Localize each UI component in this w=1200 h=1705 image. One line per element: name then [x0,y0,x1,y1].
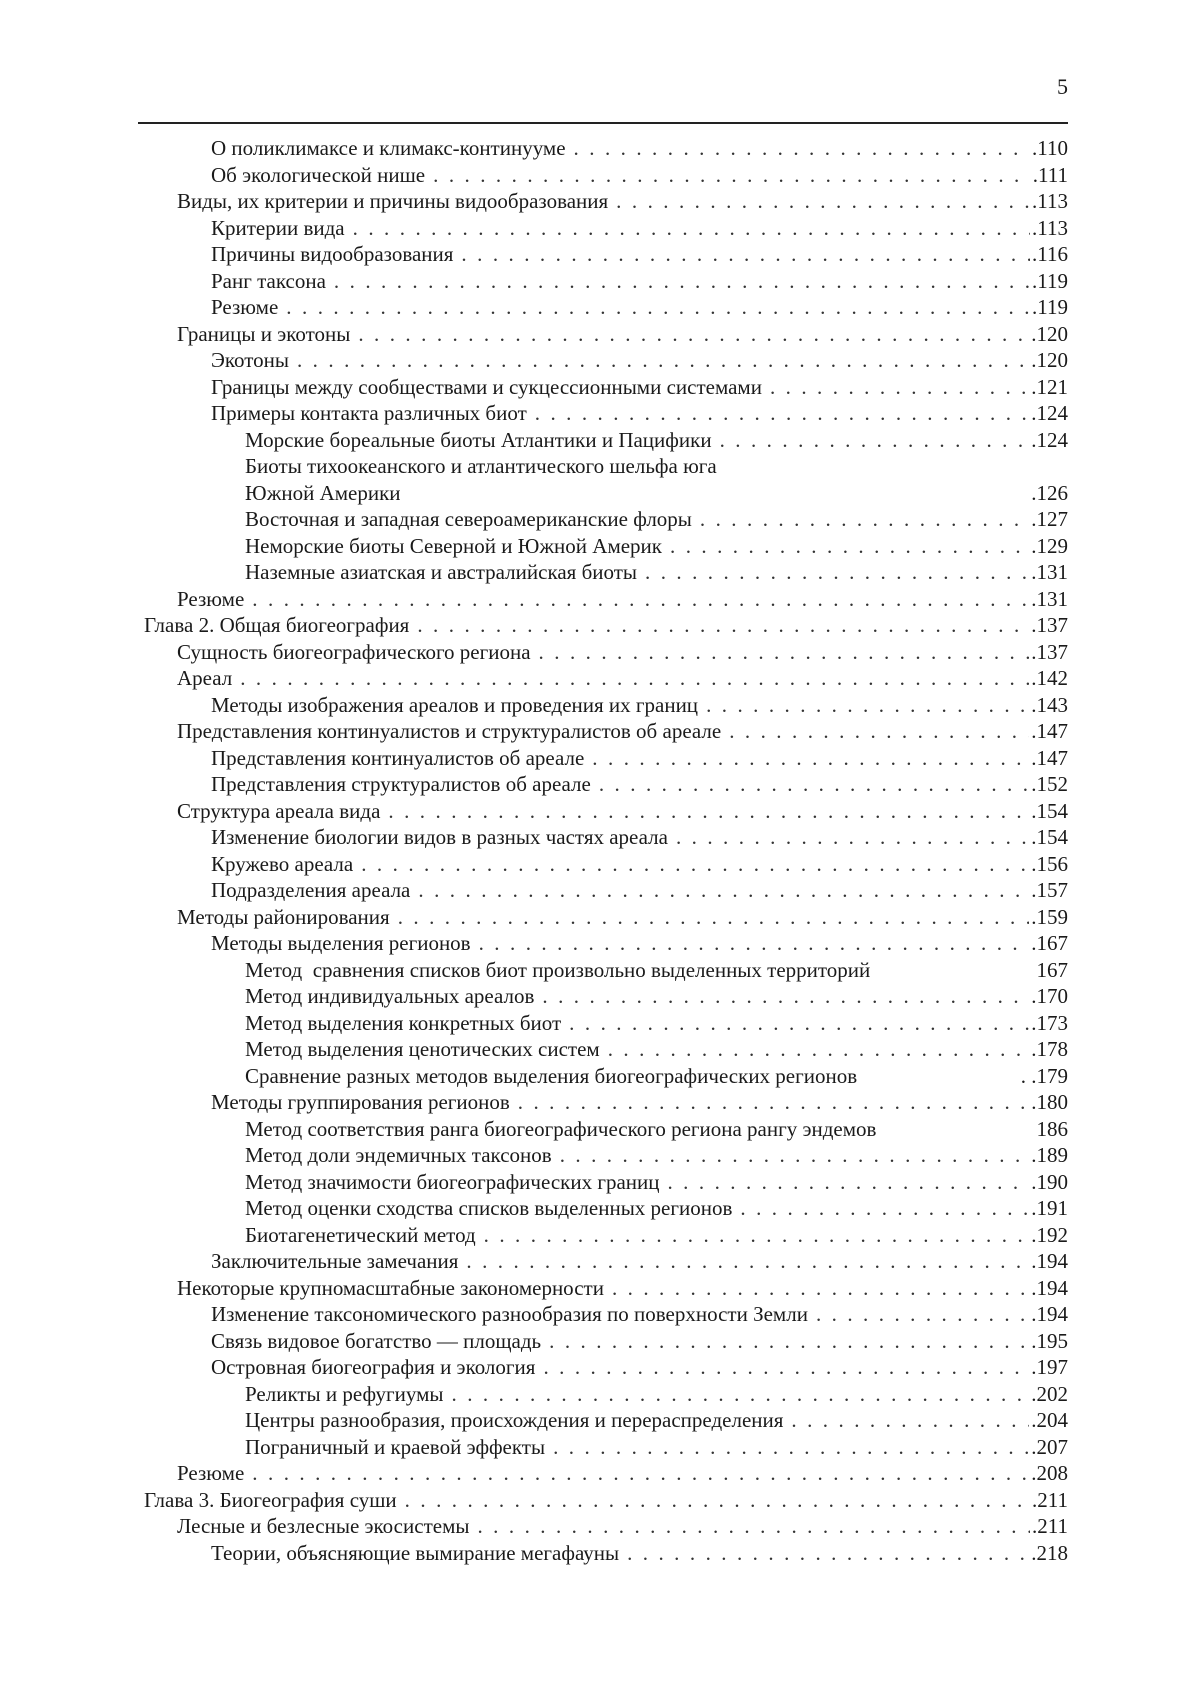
toc-dot-leader [286,294,1030,321]
toc-entry [138,135,1068,162]
toc-entry-title: Изменение таксономического разнообразия по поверхности Земли [211,1302,808,1326]
toc-dot-leader [477,1513,1030,1540]
toc-entry-title: Методы выделения регионов [211,931,471,955]
toc-entry-title: Метод доли эндемичных таксонов [245,1143,552,1167]
toc-dot-leader [398,904,1030,931]
toc-entry-title: Глава 2. Общая биогеография [144,613,410,637]
toc-dot-leader [549,1328,1029,1355]
toc-entry-title: Островная биогеография и экология [211,1355,536,1379]
toc-entry-page: .207 [1031,1434,1068,1459]
toc-entry-page: .120 [1031,348,1068,372]
toc-dot-leader [452,1381,1030,1408]
table-of-contents [138,135,1068,1566]
toc-entry-page: .111 [1032,162,1068,187]
toc-dot-leader [353,215,1030,242]
toc-dot-leader [433,162,1031,189]
toc-dot-leader [612,1275,1029,1302]
toc-dot-leader [569,1010,1029,1037]
toc-entry-title: О поликлимаксе и климакс-континууме [211,136,566,160]
toc-entry [138,665,1068,692]
toc-dot-leader [334,268,1030,295]
toc-entry-title: Метод выделения ценотических систем [245,1037,600,1061]
toc-dot-leader [608,1036,1030,1063]
toc-entry-page: .120 [1031,321,1068,346]
toc-entry [138,559,1068,586]
toc-entry-page: .156 [1031,851,1068,876]
toc-entry-title: Ареал [177,666,233,690]
toc-entry-page: .180 [1031,1090,1068,1114]
toc-entry [138,215,1068,242]
toc-entry-page: .121 [1031,374,1068,399]
toc-entry [138,745,1068,772]
toc-entry-page: .211 [1032,1514,1068,1538]
toc-entry-title: Метод индивидуальных ареалов [245,984,535,1008]
toc-entry-title: Пограничный и краевой эффекты [245,1434,546,1459]
toc-entry-title: Критерии вида [211,215,345,240]
toc-dot-leader [252,1460,1029,1487]
toc-entry-page: . .179 [1020,1063,1068,1088]
toc-entry [138,241,1068,268]
toc-entry-title: Структура ареала вида [177,798,381,823]
toc-dot-leader [417,612,1029,639]
toc-entry [138,374,1068,401]
toc-entry [138,1275,1068,1302]
toc-entry-page: .113 [1032,189,1068,213]
toc-entry [138,771,1068,798]
toc-entry-page: .147 [1031,719,1068,743]
toc-entry-page: .119 [1032,268,1068,293]
toc-entry-page: .124 [1031,427,1068,452]
toc-entry [138,1487,1068,1514]
toc-entry-page: .167 [1031,931,1068,955]
toc-entry-page: .189 [1031,1143,1068,1167]
toc-entry [138,798,1068,825]
toc-entry-title: Представления структуралистов об ареале [211,772,591,796]
toc-entry [138,1222,1068,1249]
toc-entry-title: Метод выделения конкретных биот [245,1010,562,1035]
toc-entry [138,877,1068,904]
toc-entry-page: .173 [1031,1010,1068,1035]
toc-entry-title: Неморские биоты Северной и Южной Америк [245,533,662,558]
toc-entry-title: Метод оценки сходства списков выделенных регионов [245,1196,733,1220]
toc-entry [138,904,1068,931]
toc-entry-title: Сравнение разных методов выделения биогеографических регионов [245,1063,858,1088]
toc-entry-page: .157 [1031,878,1068,902]
toc-entry [138,718,1068,745]
toc-entry [138,1460,1068,1487]
toc-entry [138,1248,1068,1275]
toc-entry-title: Теории, объясняющие вымирание мегафауны [211,1540,620,1565]
toc-entry-page: .208 [1031,1461,1068,1485]
toc-dot-leader [645,559,1029,586]
toc-entry-page: 167 [1036,957,1068,982]
toc-entry-title: Резюме [177,586,245,611]
toc-entry [138,1354,1068,1381]
toc-entry-page: .211 [1032,1487,1068,1512]
toc-entry-page: .218 [1031,1540,1068,1565]
toc-dot-leader [627,1540,1029,1567]
toc-entry-page: .194 [1031,1275,1068,1300]
toc-dot-leader [667,1169,1029,1196]
toc-dot-leader [466,1248,1029,1275]
toc-entry-page: .192 [1031,1222,1068,1247]
toc-dot-leader [740,1195,1029,1222]
toc-entry-page: .147 [1031,745,1068,770]
toc-entry [138,824,1068,851]
toc-entry-page: .137 [1031,613,1068,637]
toc-entry-page: .129 [1031,533,1068,558]
toc-dot-leader [770,374,1029,401]
toc-entry-title: Границы между сообществами и сукцессионными системами [211,374,762,399]
toc-entry [138,1142,1068,1169]
toc-entry [138,321,1068,348]
toc-entry [138,692,1068,719]
toc-entry-title: Границы и экотоны [177,321,351,346]
toc-entry-title: Представления континуалистов об ареале [211,745,585,770]
toc-entry-page: .170 [1031,984,1068,1008]
toc-dot-leader [574,135,1030,162]
toc-dot-leader [461,241,1030,268]
toc-dot-leader [791,1407,1029,1434]
toc-entry-page: .202 [1031,1381,1068,1406]
toc-entry-title: Сущность биогеографического региона [177,639,531,664]
toc-entry-title: Представления континуалистов и структуралистов об ареале [177,719,722,743]
toc-entry [138,1381,1068,1408]
toc-entry-title: Реликты и рефугиумы [245,1381,444,1406]
toc-dot-leader [484,1222,1030,1249]
toc-entry [138,586,1068,613]
toc-entry [138,268,1068,295]
toc-entry-title: Заключительные замечания [211,1249,459,1273]
toc-entry-title: Связь видовое богатство — площадь [211,1328,542,1353]
toc-entry-title: Морские бореальные биоты Атлантики и Пацифики [245,427,712,452]
toc-entry-title: Ранг таксона [211,268,326,293]
toc-dot-leader [358,321,1029,348]
toc-dot-leader [676,824,1029,851]
toc-entry [138,1407,1068,1434]
toc-dot-leader [670,533,1029,560]
toc-entry-title: Некоторые крупномасштабные закономерности [177,1275,604,1300]
toc-entry [138,1063,1068,1090]
toc-entry [138,162,1068,189]
toc-entry-title: Метод сравнения списков биот произвольно выделенных территорий [245,957,871,982]
toc-entry-page: .127 [1031,507,1068,531]
toc-entry [138,1513,1068,1540]
toc-entry [138,347,1068,374]
toc-entry [138,1036,1068,1063]
toc-entry [138,1116,1068,1143]
toc-entry-page: .191 [1031,1196,1068,1220]
toc-dot-leader [479,930,1030,957]
toc-entry-title: Резюме [211,295,279,319]
toc-entry [138,533,1068,560]
toc-entry-page: .113 [1032,215,1068,240]
toc-entry [138,1301,1068,1328]
toc-entry-page: .152 [1031,772,1068,796]
toc-entry [138,1540,1068,1567]
toc-entry-page: .194 [1031,1249,1068,1273]
toc-entry-page: .154 [1031,825,1068,849]
toc-entry-page: .197 [1031,1355,1068,1379]
toc-entry-page: .124 [1031,401,1068,425]
toc-entry-title: Наземные азиатская и австралийская биоты [245,560,637,584]
toc-entry [138,639,1068,666]
toc-entry-page: .204 [1031,1408,1068,1432]
toc-entry [138,427,1068,454]
toc-entry [138,1195,1068,1222]
toc-entry-title: Методы изображения ареалов и проведения их границ [211,692,699,717]
toc-dot-leader [388,798,1029,825]
toc-entry-title: Лесные и безлесные экосистемы [177,1514,470,1538]
toc-dot-leader [297,347,1029,374]
toc-entry-title: Подразделения ареала [211,878,411,902]
toc-dot-leader [361,851,1029,878]
toc-entry-page: .119 [1032,295,1068,319]
toc-entry-title: Глава 3. Биогеография суши [144,1487,397,1512]
toc-entry-title: Биотагенетический метод [245,1222,476,1247]
toc-entry-page: .131 [1031,560,1068,584]
toc-dot-leader [706,692,1029,719]
toc-dot-leader [539,639,1030,666]
toc-entry [138,480,1068,507]
toc-entry-page: .131 [1031,586,1068,611]
toc-entry-title: Причины видообразования [211,242,454,266]
toc-entry-title: Изменение биологии видов в разных частях ареала [211,825,668,849]
page-number: 5 [1057,74,1068,99]
toc-entry-title: Восточная и западная североамериканские флоры [245,507,692,531]
toc-entry-title: Методы районирования [177,904,390,929]
header-rule [138,122,1068,124]
toc-entry-title: Метод соответствия ранга биогеографического региона рангу эндемов [245,1116,877,1141]
toc-entry-title: Биоты тихоокеанского и атлантического шельфа юга [245,454,717,478]
toc-entry-page: .159 [1031,904,1068,929]
toc-entry [138,1434,1068,1461]
toc-entry-page: .142 [1031,666,1068,690]
toc-dot-leader [729,718,1029,745]
toc-dot-leader [700,506,1029,533]
toc-entry-page: .126 [1031,480,1068,505]
toc-entry [138,1328,1068,1355]
toc-entry-page: 186 [1036,1116,1068,1141]
toc-dot-leader [560,1142,1030,1169]
toc-dot-leader [418,877,1029,904]
toc-entry-page: .154 [1031,798,1068,823]
toc-dot-leader [518,1089,1029,1116]
toc-dot-leader [720,427,1030,454]
toc-entry-title: Методы группирования регионов [211,1090,510,1114]
toc-dot-leader [535,400,1030,427]
toc-entry [138,453,1068,480]
toc-entry-title: Об экологической нише [211,162,426,187]
toc-entry [138,612,1068,639]
toc-entry [138,851,1068,878]
toc-entry [138,506,1068,533]
toc-entry [138,1089,1068,1116]
toc-dot-leader [599,771,1029,798]
toc-entry [138,1169,1068,1196]
toc-entry-title: Примеры контакта различных биот [211,401,527,425]
toc-entry-title: Виды, их критерии и причины видообразования [177,189,609,213]
toc-entry-page: .194 [1031,1302,1068,1326]
toc-entry [138,400,1068,427]
toc-entry-page: .143 [1031,692,1068,717]
toc-entry [138,1010,1068,1037]
toc-entry-title: Резюме [177,1461,245,1485]
toc-entry [138,983,1068,1010]
toc-dot-leader [816,1301,1029,1328]
toc-entry-page: .110 [1032,136,1068,160]
toc-dot-leader [543,1354,1029,1381]
toc-entry-page: .190 [1031,1169,1068,1194]
toc-entry-page: .178 [1031,1037,1068,1061]
toc-dot-leader [592,745,1029,772]
toc-entry [138,957,1068,984]
toc-entry-page: .116 [1032,242,1068,266]
toc-dot-leader [405,1487,1030,1514]
toc-entry [138,930,1068,957]
toc-entry-title: Центры разнообразия, происхождения и перераспределения [245,1408,784,1432]
toc-entry-page: .195 [1031,1328,1068,1353]
toc-dot-leader [252,586,1029,613]
toc-entry-title: Экотоны [211,348,289,372]
toc-entry-title: Южной Америки [245,480,401,505]
toc-entry-title: Кружево ареала [211,851,354,876]
toc-entry [138,294,1068,321]
toc-dot-leader [553,1434,1029,1461]
toc-dot-leader [616,188,1030,215]
toc-dot-leader [240,665,1029,692]
toc-entry-title: Метод значимости биогеографических границ [245,1169,660,1194]
toc-dot-leader [542,983,1029,1010]
toc-entry [138,188,1068,215]
toc-entry-page: .137 [1031,639,1068,664]
